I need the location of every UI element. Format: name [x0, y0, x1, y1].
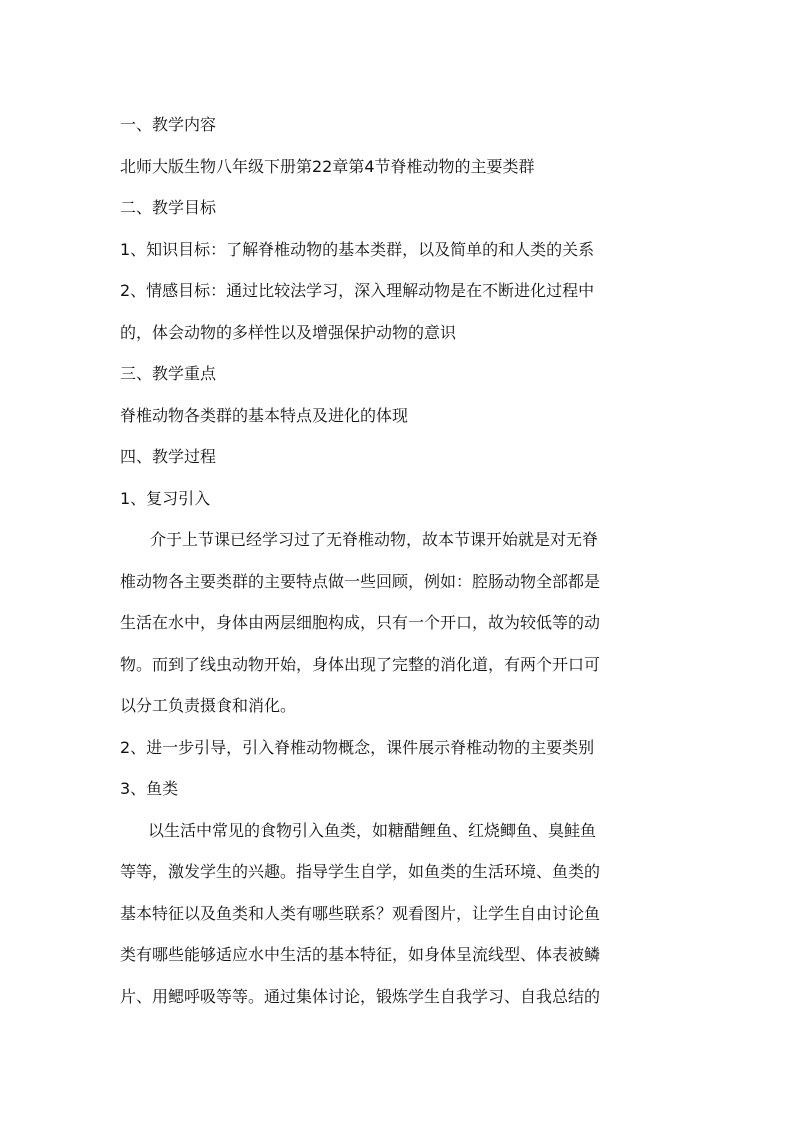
paragraph-text: 介于上节课已经学习过了无脊椎动物，故本节课开始就是对无脊	[150, 530, 599, 549]
paragraph-text: 脊椎动物各类群的基本特点及进化的体现	[120, 405, 409, 425]
subheading-review: 1、复习引入	[120, 488, 211, 508]
paragraph-text: 类有哪些能够适应水中生活的基本特征，如身体呈流线型、体表被鳞	[120, 945, 601, 964]
heading-teaching-content: 一、教学内容	[120, 115, 217, 134]
paragraph-text: 以生活中常见的食物引入鱼类，如糖醋鲤鱼、红烧鲫鱼、臭鲑鱼	[148, 820, 597, 840]
paragraph-text: 以分工负责摄食和消化。	[120, 696, 297, 715]
paragraph-text: 物。而到了线虫动物开始，身体出现了完整的消化道，有两个开口可	[120, 654, 601, 674]
subheading-fish: 3、鱼类	[120, 779, 179, 798]
paragraph-text: 基本特征以及鱼类和人类有哪些联系？观看图片，让学生自由讨论鱼	[120, 903, 601, 923]
document-body	[120, 104, 680, 1017]
paragraph-text: 等等，激发学生的兴趣。指导学生自学，如鱼类的生活环境、鱼类的	[120, 862, 601, 881]
heading-teaching-process: 四、教学过程	[120, 447, 217, 466]
paragraph-text: 1、知识目标：了解脊椎动物的基本类群，以及简单的和人类的关系	[120, 239, 595, 259]
paragraph-text: 椎动物各主要类群的主要特点做一些回顾，例如：腔肠动物全部都是	[120, 571, 601, 591]
paragraph-text: 2、情感目标：通过比较法学习，深入理解动物是在不断进化过程中	[120, 281, 595, 300]
heading-teaching-focus: 三、教学重点	[120, 364, 217, 383]
paragraph-text: 片、用鳃呼吸等等。通过集体讨论，锻炼学生自我学习、自我总结的	[120, 986, 601, 1006]
heading-teaching-objectives: 二、教学目标	[120, 198, 217, 217]
paragraph-text: 2、进一步引导，引入脊椎动物概念，课件展示脊椎动物的主要类别	[120, 737, 595, 757]
paragraph-text: 的，体会动物的多样性以及增强保护动物的意识	[120, 322, 457, 342]
paragraph-text: 北师大版生物八年级下册第22章第4节脊椎动物的主要类群	[120, 156, 535, 176]
paragraph-text: 生活在水中，身体由两层细胞构成，只有一个开口，故为较低等的动	[120, 613, 601, 632]
